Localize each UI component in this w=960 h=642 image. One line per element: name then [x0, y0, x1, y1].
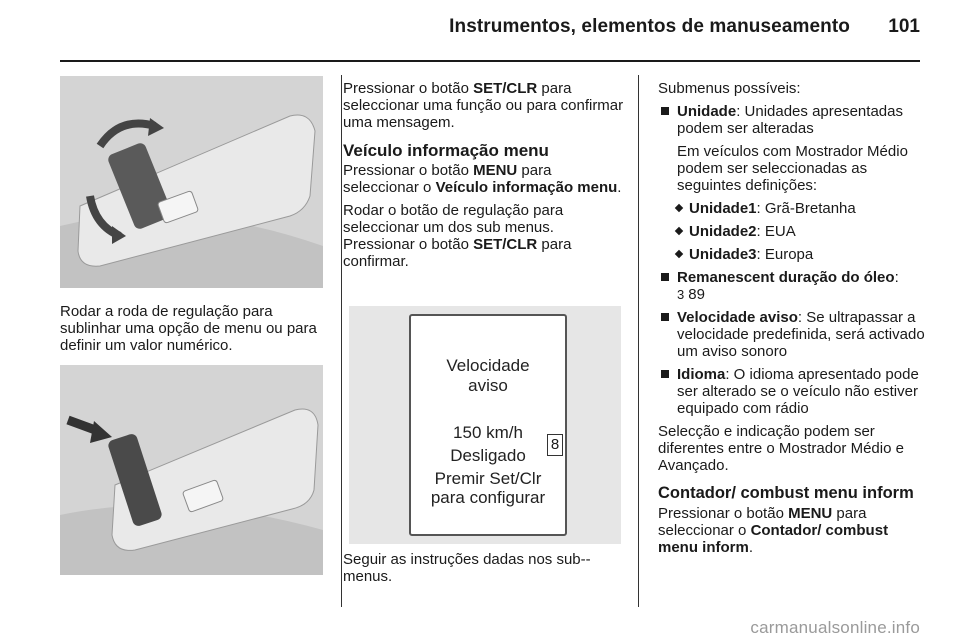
photo-wheel-rotation — [60, 76, 323, 288]
display-illustration — [349, 306, 621, 544]
list-item-oil-life: Remanescent duração do óleo: 3 89 — [658, 269, 928, 303]
diamond-bullet-icon — [675, 227, 683, 235]
diamond-bullet-icon — [675, 204, 683, 212]
col2-para-1: Pressionar o botão SET/CLR para seleccionar uma função ou para confirmar uma mensagem. — [343, 80, 624, 131]
column-2 — [343, 80, 625, 276]
column-divider-1 — [341, 75, 342, 607]
display-scroll-icon: 8 — [547, 434, 563, 456]
page-title: Instrumentos, elementos de manuseamento — [449, 16, 850, 37]
section-heading-trip-fuel: Contador/ combust menu inform — [658, 484, 914, 502]
selection-note: Selecção e indicação podem ser diferentes entre o Mostrador Médio e Avançado. — [658, 423, 904, 474]
col1-caption — [60, 303, 330, 360]
col3-final-para: Pressionar o botão MENU para seleccionar o Contador/ combust menu inform. — [658, 505, 889, 556]
square-bullet-icon — [661, 370, 669, 378]
square-bullet-icon — [661, 273, 669, 281]
col2-para-2: Pressionar o botão MENU para seleccionar o Veículo informação menu. — [343, 162, 622, 196]
header-rule — [60, 60, 920, 62]
display-line-6: para configurar — [430, 488, 546, 507]
square-bullet-icon — [661, 107, 669, 115]
display-line-1: Velocidade — [446, 356, 530, 375]
square-bullet-icon — [661, 313, 669, 321]
display-screen — [409, 314, 567, 536]
display-line-2: aviso — [468, 376, 508, 395]
sublist-item-unidade2: Unidade2: EUA — [658, 223, 928, 240]
list-item-unidade: Unidade: Unidades apresentadas podem ser alteradas — [658, 103, 928, 137]
display-line-4: Desligado — [450, 446, 526, 465]
page-reference-link[interactable]: 89 — [688, 286, 705, 303]
list-item-speed-warning: Velocidade aviso: Se ultrapassar a velocidade predefinida, será activado um aviso sonoro — [658, 309, 928, 360]
column-divider-2 — [638, 75, 639, 607]
col2-para-4: Pressionar o botão SET/CLR para confirmar. — [343, 236, 572, 270]
page-number: 101 — [888, 16, 920, 37]
col2-footer — [343, 551, 625, 591]
diamond-bullet-icon — [675, 250, 683, 258]
section-heading-vehicle-info: Veículo informação menu — [343, 141, 549, 160]
photo-setclr-button — [60, 365, 323, 575]
col2-para-3: Rodar o botão de regulação para seleccionar um dos sub menus. — [343, 202, 564, 236]
display-line-3: 150 km/h — [453, 423, 523, 442]
submenus-intro: Submenus possíveis: — [658, 80, 801, 97]
unidade-note: Em veículos com Mostrador Médio podem ser seleccionadas as seguintes definições: — [677, 143, 908, 194]
list-item-idioma: Idioma: O idioma apresentado pode ser alterado se o veículo não estiver equipado com rádio — [658, 366, 928, 417]
watermark: carmanualsonline.info — [750, 618, 920, 637]
display-line-5: Premir Set/Clr — [434, 469, 542, 488]
caption-text: Rodar a roda de regulação para sublinhar uma opção de menu ou para definir um valor numérico. — [60, 303, 317, 354]
page-reference-icon: 3 — [677, 287, 685, 302]
sublist-item-unidade3: Unidade3: Europa — [658, 246, 928, 263]
sublist-item-unidade1: Unidade1: Grã-Bretanha — [658, 200, 928, 217]
col2-para-5: Seguir as instruções dadas nos sub--menus. — [343, 551, 591, 585]
column-3 — [658, 80, 928, 562]
